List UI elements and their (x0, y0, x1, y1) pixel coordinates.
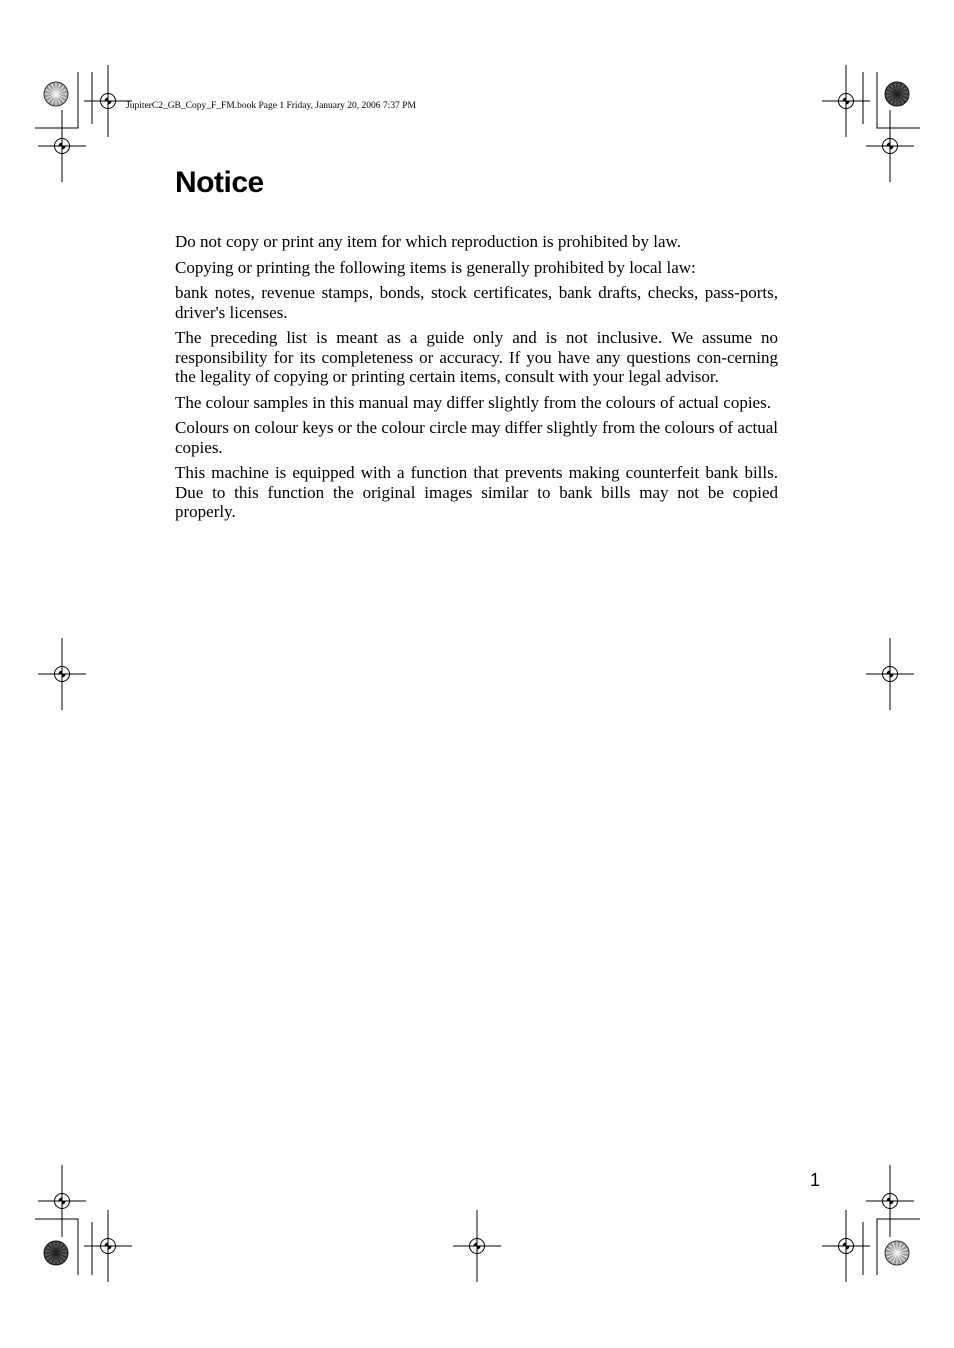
print-slug: JupiterC2_GB_Copy_F_FM.book Page 1 Friday, January 20, 2006 7:37 PM (126, 101, 416, 111)
color-circle-icon (885, 1241, 909, 1265)
paragraph: Copying or printing the following items is generally prohibited by local law: (175, 257, 696, 277)
color-circle-icon (44, 1241, 68, 1265)
registration-crosshair-icon (866, 1165, 914, 1237)
registration-crosshair-icon (866, 110, 914, 182)
registration-crosshair-icon (84, 1210, 132, 1282)
registration-crosshair-icon (453, 1210, 501, 1282)
paragraph: The preceding list is meant as a guide only and is not inclusive. We assume no responsibility for its completeness or accuracy. If you have any questions con-cerning the legality of copying or printing certain items, consult with your legal advisor. (175, 328, 778, 386)
color-circle-icon (885, 82, 909, 106)
registration-crosshair-icon (38, 1165, 86, 1237)
registration-crosshair-icon (84, 65, 132, 137)
page-title: Notice (175, 166, 264, 199)
page-number: 1 (810, 1170, 821, 1190)
paragraph: Do not copy or print any item for which reproduction is prohibited by law. (175, 232, 681, 251)
registration-crosshair-icon (38, 638, 86, 710)
notice-body (175, 232, 778, 528)
paragraph: bank notes, revenue stamps, bonds, stock certificates, bank drafts, checks, pass-ports, driver's licenses. (175, 283, 778, 322)
paragraph: Colours on colour keys or the colour circle may differ slightly from the colours of actual copies. (175, 418, 778, 457)
paragraph: This machine is equipped with a function that prevents making counterfeit bank bills. Due to this function the original images similar to bank bills may not be copied properly. (175, 463, 778, 521)
registration-crosshair-icon (38, 110, 86, 182)
color-circle-icon (44, 82, 68, 106)
paragraph: The colour samples in this manual may differ slightly from the colours of actual copies. (175, 392, 771, 412)
registration-crosshair-icon (866, 638, 914, 710)
